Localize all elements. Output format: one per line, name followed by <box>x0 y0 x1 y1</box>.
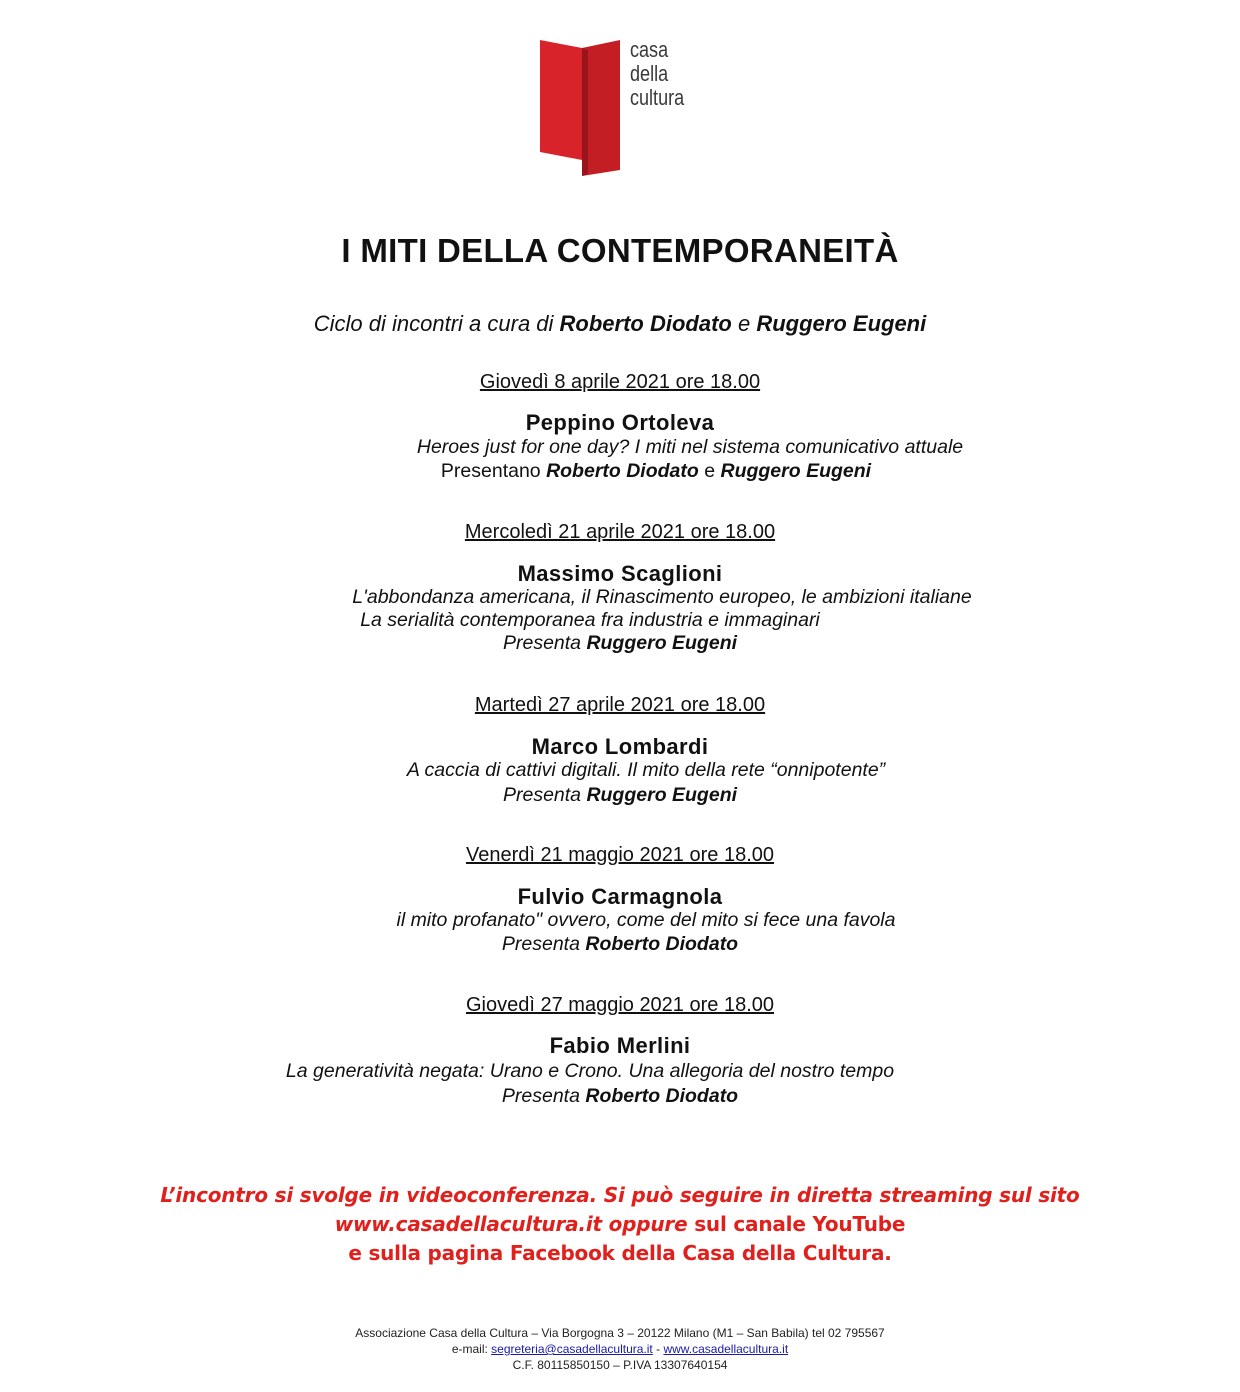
event-date: Martedì 27 aprile 2021 ore 18.00 <box>474 694 766 716</box>
presenter-name: Ruggero Eugeni <box>586 784 738 806</box>
streaming-notice-line-3: e sulla pagina Facebook della Casa della Cultura. <box>348 1241 892 1265</box>
website-link[interactable]: www.casadellacultura.it <box>663 1342 789 1356</box>
event-talk-title: Heroes just for one day? I miti nel sistema comunicativo attuale <box>416 436 964 458</box>
footer-tax-ids: C.F. 80115850150 – P.IVA 13307640154 <box>512 1358 728 1372</box>
email-link[interactable]: segreteria@casadellacultura.it <box>491 1342 653 1356</box>
event-speaker: Fulvio Carmagnola <box>517 884 723 909</box>
event-presenter <box>0 784 1240 807</box>
presenter-prefix: Presenta <box>501 1085 586 1107</box>
presenter-name: Roberto Diodato <box>585 1085 739 1107</box>
email-label: e-mail: <box>451 1342 492 1356</box>
event-date: Giovedì 8 aprile 2021 ore 18.00 <box>479 371 761 393</box>
logo-line-2: della <box>630 61 669 86</box>
event-presenter <box>0 632 1240 655</box>
event-talk-title: L'abbondanza americana, il Rinascimento europeo, le ambizioni italiane <box>352 586 972 608</box>
presenter-prefix: Presentano <box>440 460 547 482</box>
presenter-prefix: Presenta <box>501 933 586 955</box>
notice-text: L’incontro si svolge in videoconferenza. Si può seguire in diretta streaming sul sito <box>160 1183 1080 1207</box>
logo-line-1: casa <box>630 37 669 62</box>
event-date: Venerdì 21 maggio 2021 ore 18.00 <box>465 844 775 866</box>
presenter-name: Ruggero Eugeni <box>720 460 872 482</box>
event-speaker: Marco Lombardi <box>531 734 709 759</box>
subtitle-joiner: e <box>731 311 757 336</box>
event-talk-subtitle: La serialità contemporanea fra industria e immaginari <box>360 609 820 631</box>
logo-mark-icon <box>540 38 630 178</box>
subtitle <box>0 311 1240 337</box>
event-presenter <box>0 933 1240 956</box>
presenter-name: Ruggero Eugeni <box>586 632 738 654</box>
footer-contacts <box>0 1342 1240 1356</box>
event-date: Mercoledì 21 aprile 2021 ore 18.00 <box>464 521 776 543</box>
curator-2: Ruggero Eugeni <box>756 311 927 336</box>
event-talk-title: La generatività negata: Urano e Crono. Una allegoria del nostro tempo <box>285 1060 895 1082</box>
notice-youtube: sul canale YouTube <box>687 1212 906 1236</box>
event-speaker: Peppino Ortoleva <box>525 410 715 435</box>
logo-wordmark <box>630 38 684 110</box>
streaming-notice-line-2 <box>0 1212 1240 1236</box>
presenter-prefix: Presenta <box>502 632 587 654</box>
separator: - <box>652 1342 664 1356</box>
event-date: Giovedì 27 maggio 2021 ore 18.00 <box>466 994 774 1016</box>
event-presenter <box>36 460 1240 483</box>
presenter-joiner: e <box>698 460 721 482</box>
footer-address: Associazione Casa della Cultura – Via Borgogna 3 – 20122 Milano (M1 – San Babila) tel 02 795567 <box>355 1326 885 1340</box>
event-talk-title: il mito profanato" ovvero, come del mito si fece una favola <box>396 909 896 931</box>
curator-1: Roberto Diodato <box>559 311 732 336</box>
logo-line-3: cultura <box>630 85 685 110</box>
event-speaker: Fabio Merlini <box>549 1033 691 1058</box>
event-presenter <box>0 1085 1240 1108</box>
notice-website: www.casadellacultura.it oppure <box>334 1212 688 1236</box>
page-title: I MITI DELLA CONTEMPORANEITÀ <box>341 232 899 269</box>
presenter-name: Roberto Diodato <box>585 933 739 955</box>
subtitle-prefix: Ciclo di incontri a cura di <box>313 311 560 336</box>
event-speaker: Massimo Scaglioni <box>517 561 723 586</box>
streaming-notice-line-1 <box>0 1183 1240 1207</box>
event-talk-title: A caccia di cattivi digitali. Il mito della rete “onnipotente” <box>406 759 886 781</box>
presenter-prefix: Presenta <box>502 784 587 806</box>
presenter-name: Roberto Diodato <box>546 460 699 482</box>
